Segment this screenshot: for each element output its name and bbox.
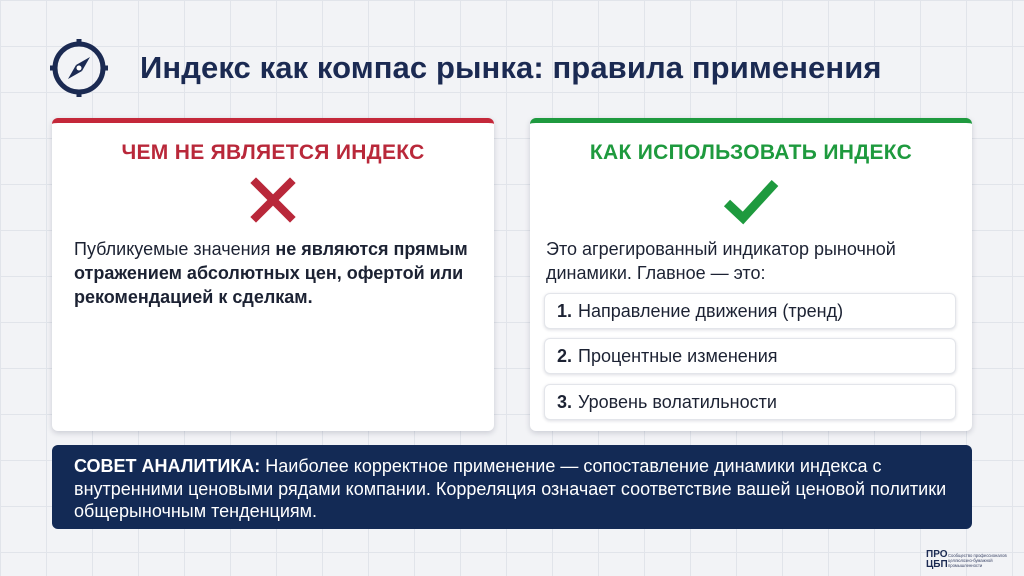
logo-mark [926, 549, 948, 570]
not-index-card-title: ЧЕМ НЕ ЯВЛЯЕТСЯ ИНДЕКС [121, 141, 425, 164]
list-item-number: 3. [557, 391, 573, 412]
list-item [544, 338, 956, 374]
how-to-use-card [530, 118, 972, 431]
header [48, 36, 882, 100]
how-to-use-card-title: КАК ИСПОЛЬЗОВАТЬ ИНДЕКС [589, 141, 913, 164]
logo-line-1: ПРО [926, 549, 948, 560]
advice-text: Наиболее корректное применение — сопоставление динамики индекса с внутренними ценовыми рядами компании. Корреляция означает соответствие вашей ценовой политики общерыночным тенденциям. [74, 456, 947, 521]
list-item [544, 384, 956, 420]
compass-icon [48, 37, 110, 99]
logo [926, 548, 1014, 572]
advice-label: СОВЕТ АНАЛИТИКА: [74, 456, 261, 476]
list-item-text: Направление движения (тренд) [578, 300, 844, 321]
analyst-advice-banner [52, 445, 972, 529]
list-item-text: Процентные изменения [578, 345, 778, 366]
list-item-number: 2. [557, 345, 573, 366]
not-index-card [52, 118, 494, 431]
not-index-text-bold: не являются прямым отражением абсолютных цен, офертой или рекомендацией к сделкам. [74, 239, 468, 307]
not-index-text-plain: Публикуемые значения [74, 239, 276, 259]
how-to-use-intro: Это агрегированный индикатор рыночной динамики. Главное — это: [546, 239, 896, 283]
list-item-number: 1. [557, 300, 573, 321]
page-title: Индекс как компас рынка: правила применения [140, 50, 882, 85]
list-item-text: Уровень волатильности [578, 391, 777, 412]
not-index-description [74, 237, 484, 309]
check-icon [721, 175, 781, 227]
logo-tagline: Сообщество профессионалов целлюлозно-бумажной промышленности [948, 552, 1007, 568]
cross-icon [248, 175, 298, 225]
list-item [544, 293, 956, 329]
logo-line-2: ЦБП [926, 559, 948, 570]
